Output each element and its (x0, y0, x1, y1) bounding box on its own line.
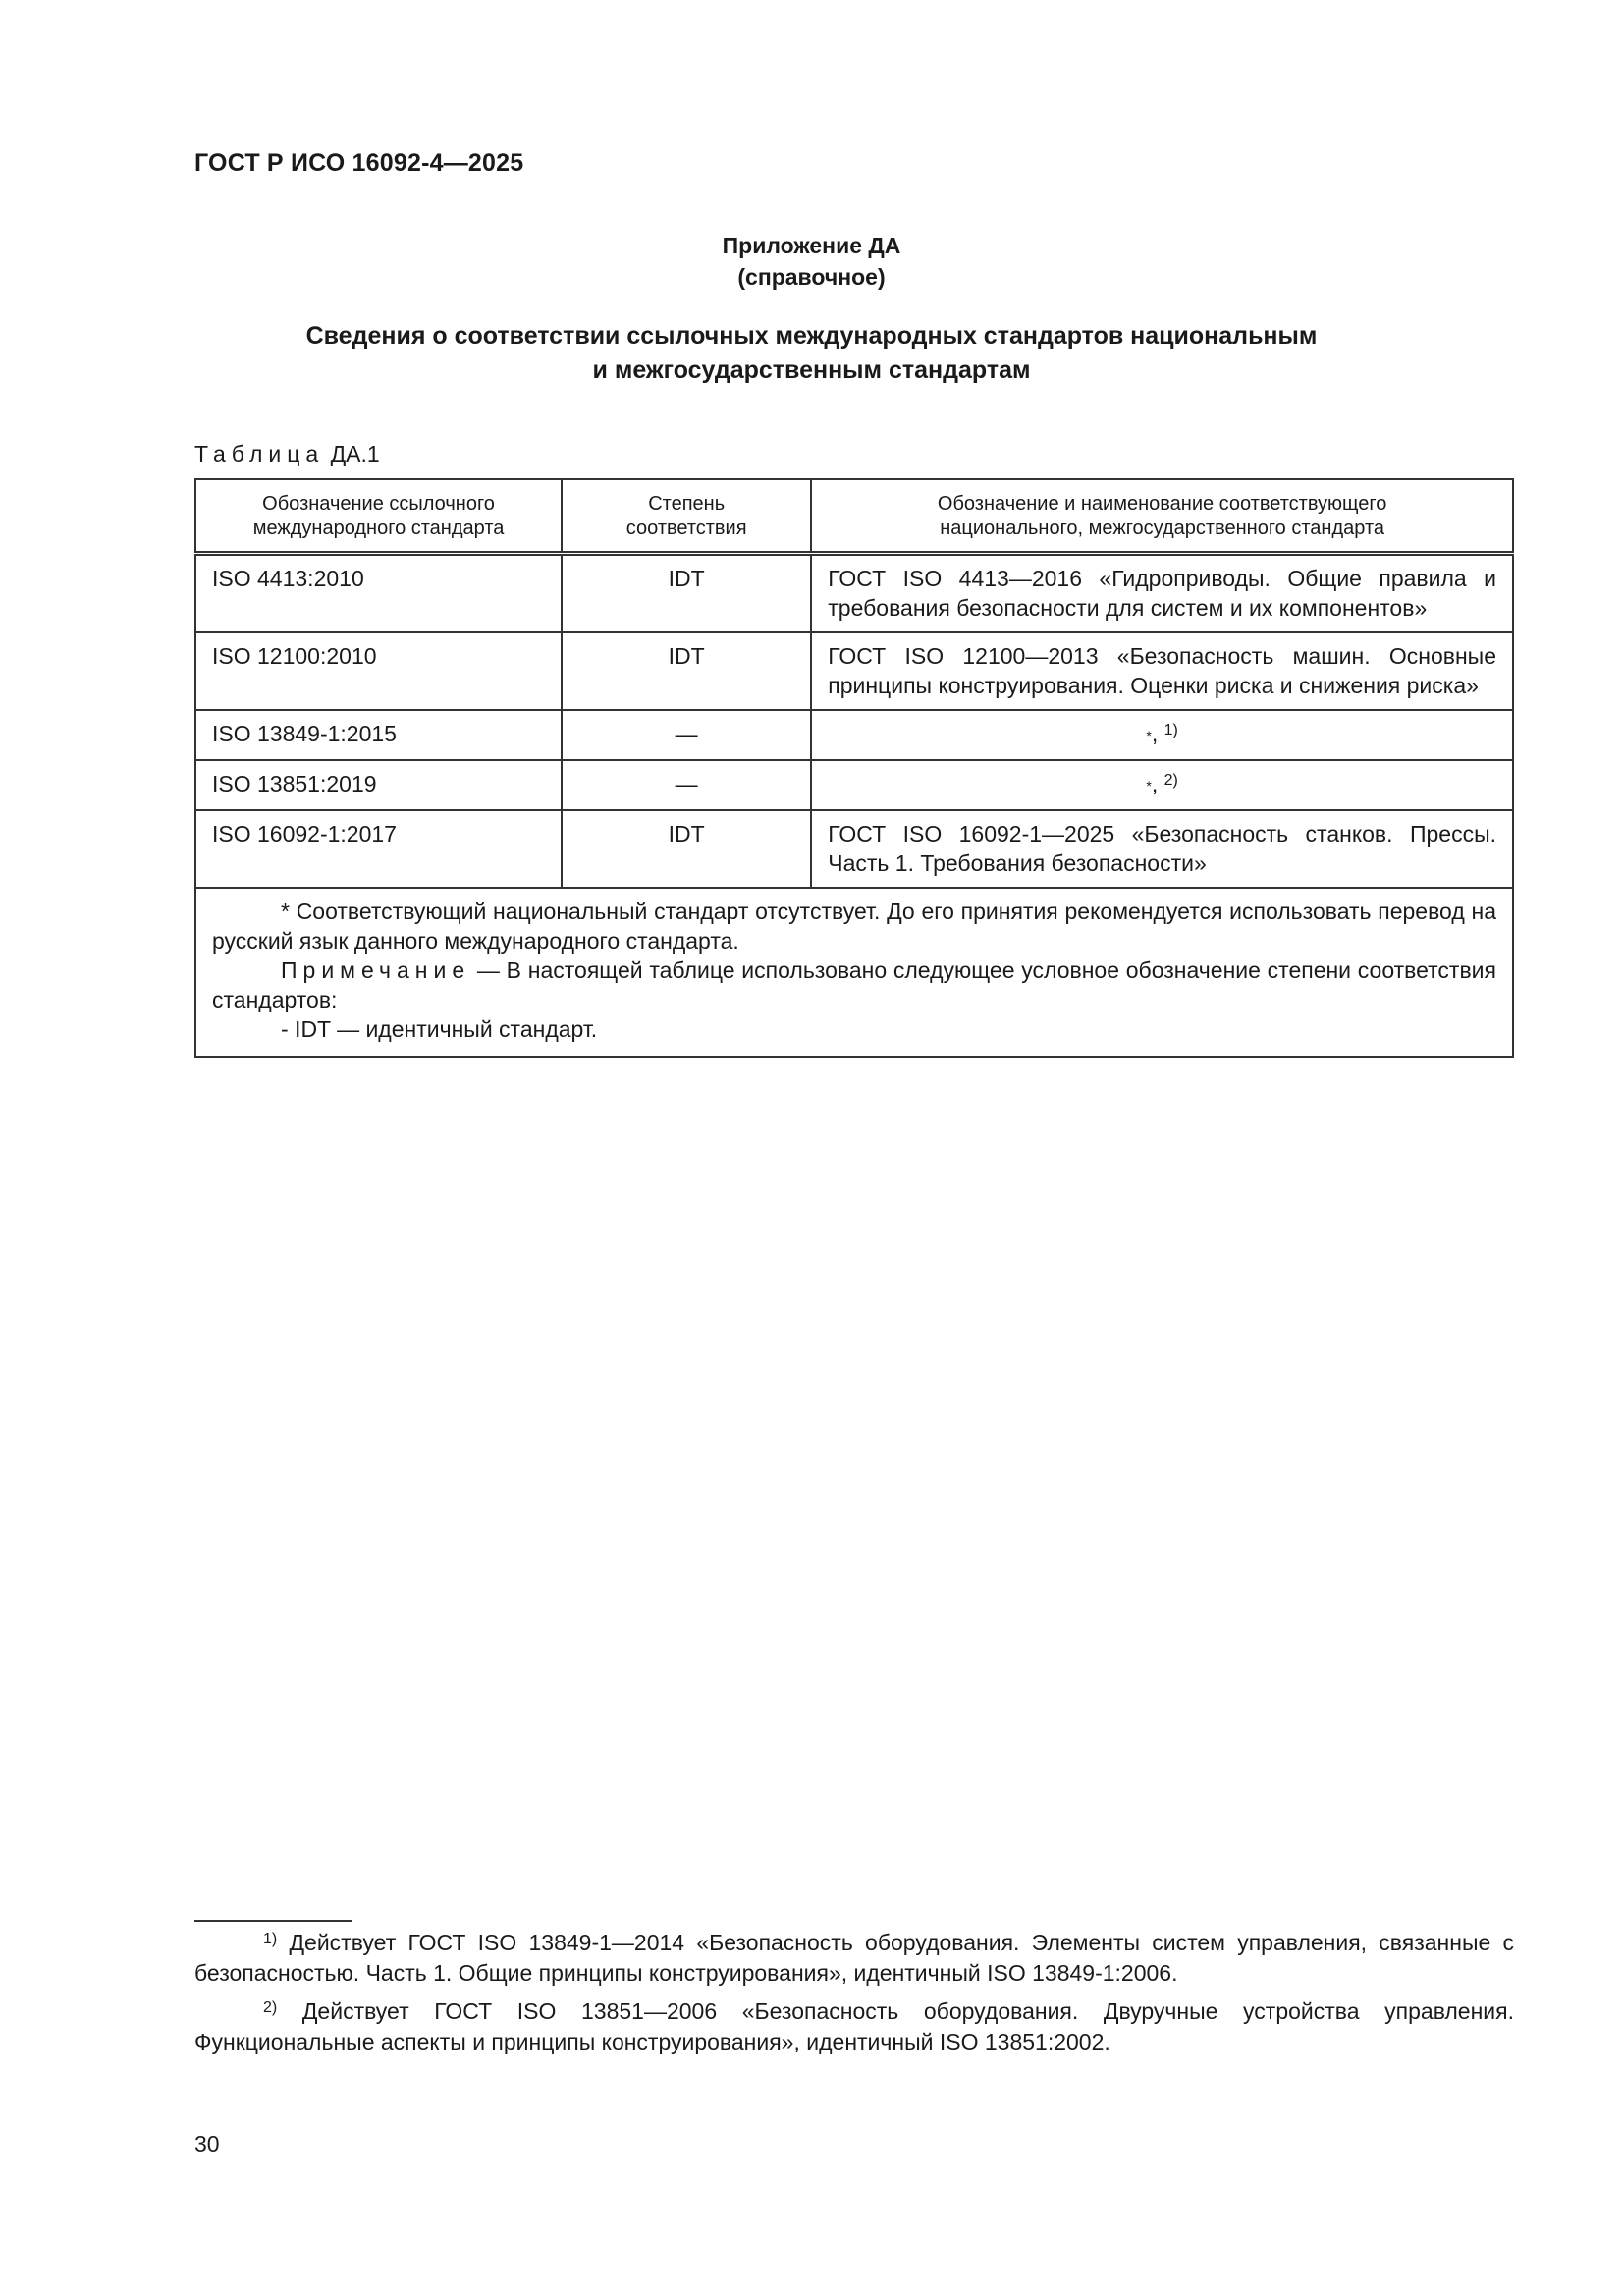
cell-designation: ISO 13849-1:2015 (195, 710, 562, 760)
cell-degree: IDT (562, 810, 811, 888)
table-row (195, 632, 1513, 710)
section-title (0, 319, 1623, 388)
cell-national (811, 760, 1513, 810)
header-designation-line2: международного стандарта (252, 518, 505, 539)
note-label: Примечание (281, 957, 471, 983)
table-row (195, 810, 1513, 888)
header-designation (195, 479, 562, 554)
header-designation-line1: Обозначение ссылочного (262, 493, 495, 515)
cell-designation: ISO 13851:2019 (195, 760, 562, 810)
footnote-ref: 1) (1163, 722, 1178, 738)
table-caption-word: Таблица (194, 441, 325, 466)
table-caption-number: ДА.1 (330, 441, 380, 466)
header-national (811, 479, 1513, 554)
cell-national: ГОСТ ISO 4413—2016 «Гидроприводы. Общие правила и требования безопасности для систем и их компонентов» (811, 554, 1513, 633)
table-caption (194, 441, 380, 467)
document-code: ГОСТ Р ИСО 16092-4—2025 (194, 149, 524, 177)
note-text: — В настоящей таблице использовано следующее условное обозначение степени соответствия стандартов: (212, 957, 1496, 1012)
star-mark: * (1146, 778, 1152, 793)
appendix-heading (0, 230, 1623, 293)
cell-national: ГОСТ ISO 16092-1—2025 «Безопасность станков. Прессы. Часть 1. Требования безопасности» (811, 810, 1513, 888)
cell-degree: IDT (562, 554, 811, 633)
idt-legend: - IDT — идентичный стандарт. (281, 1016, 598, 1042)
standards-table (194, 478, 1514, 1058)
footnote-mark: 1) (263, 1931, 278, 1947)
footnote-text: Действует ГОСТ ISO 13851—2006 «Безопасность оборудования. Двуручные устройства управления. Функциональные аспекты и принципы конструирования», идентичный ISO 13851:2002. (194, 1998, 1514, 2054)
appendix-title: Приложение ДА (722, 233, 901, 258)
footnote-text: Действует ГОСТ ISO 13849-1—2014 «Безопасность оборудования. Элементы систем управления, связанные с безопасностью. Часть 1. Общие принципы конструирования», идентичный ISO 13849-1:2006. (194, 1930, 1514, 1986)
header-national-line2: национального, межгосударственного стандарта (940, 518, 1384, 539)
table-row (195, 760, 1513, 810)
cell-degree: — (562, 760, 811, 810)
cell-degree: IDT (562, 632, 811, 710)
mark-separator: , (1151, 771, 1159, 796)
cell-national: ГОСТ ISO 12100—2013 «Безопасность машин. Основные принципы конструирования. Оценки риска и снижения риска» (811, 632, 1513, 710)
table-notes-row (195, 888, 1513, 1057)
cell-degree: — (562, 710, 811, 760)
mark-separator: , (1151, 721, 1159, 746)
page-number: 30 (194, 2131, 220, 2157)
note-paragraph (212, 956, 1496, 1014)
table-header-row (195, 479, 1513, 554)
cell-designation: ISO 12100:2010 (195, 632, 562, 710)
table-notes (195, 888, 1513, 1057)
cell-designation: ISO 16092-1:2017 (195, 810, 562, 888)
footnote-1 (194, 1928, 1514, 1989)
header-degree-line1: Степень (648, 493, 726, 515)
footnotes (194, 1928, 1514, 2065)
appendix-kind: (справочное) (737, 264, 886, 290)
footnote-ref: 2) (1163, 772, 1178, 789)
section-title-line1: Сведения о соответствии ссылочных международных стандартов национальным (305, 322, 1318, 350)
header-degree (562, 479, 811, 554)
footnote-mark: 2) (263, 1999, 278, 2016)
cell-national (811, 710, 1513, 760)
footnote-separator (194, 1920, 352, 1922)
star-note: * Соответствующий национальный стандарт отсутствует. До его принятия рекомендуется использовать перевод на русский язык данного международного стандарта. (212, 899, 1496, 954)
star-mark: * (1146, 728, 1152, 743)
table-row (195, 554, 1513, 633)
header-degree-line2: соответствия (625, 518, 747, 539)
cell-designation: ISO 4413:2010 (195, 554, 562, 633)
footnote-2 (194, 1996, 1514, 2057)
table-row (195, 710, 1513, 760)
section-title-line2: и межгосударственным стандартам (592, 356, 1031, 384)
header-national-line1: Обозначение и наименование соответствующего (937, 493, 1387, 515)
